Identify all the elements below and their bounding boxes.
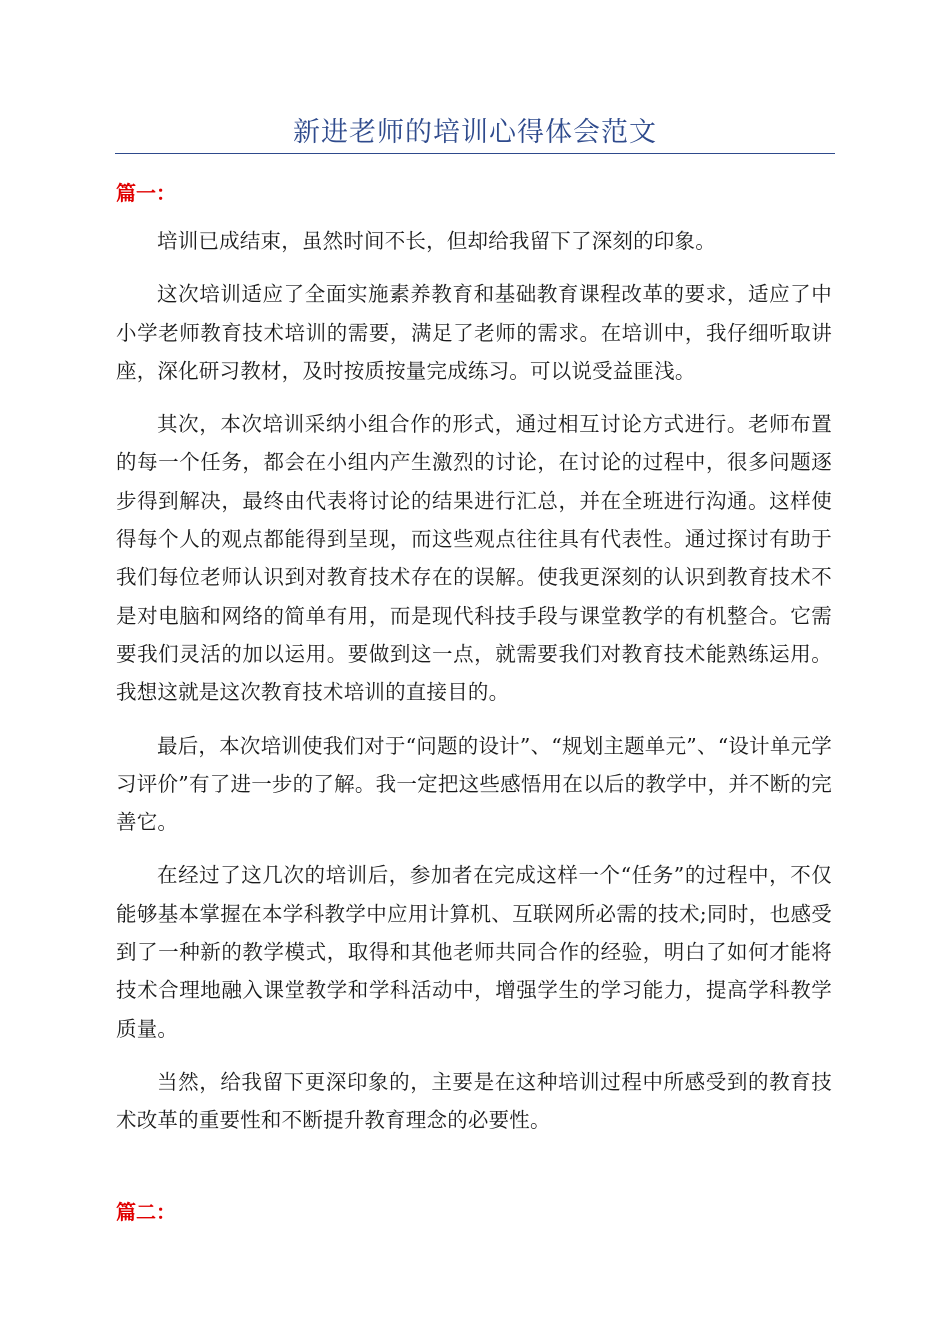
paragraph-5: 在经过了这几次的培训后，参加者在完成这样一个“任务”的过程中，不仅能够基本掌握在本学科教学中应用计算机、互联网所必需的技术;同时，也感受到了一种新的教学模式，取得和其他老师共同合作的经验，明白了如何才能将技术合理地融入课堂教学和学科活动中，增强学生的学习能力，提高学科教学质量。: [116, 863, 832, 1041]
section-heading-1: 篇一：: [116, 181, 176, 205]
section-heading-2: 篇二：: [116, 1200, 176, 1224]
section-body-1: [116, 222, 832, 1155]
title-underline: [115, 153, 835, 154]
paragraph-4: 最后，本次培训使我们对于“问题的设计”、“规划主题单元”、“设计单元学习评价”有了进一步的了解。我一定把这些感悟用在以后的教学中，并不断的完善它。: [116, 733, 832, 835]
document-title: 新进老师的培训心得体会范文: [293, 117, 657, 148]
paragraph-6: 当然，给我留下更深印象的，主要是在这种培训过程中所感受到的教育技术改革的重要性和不断提升教育理念的必要性。: [116, 1069, 832, 1133]
paragraph-3: 其次，本次培训采纳小组合作的形式，通过相互讨论方式进行。老师布置的每一个任务，都会在小组内产生激烈的讨论，在讨论的过程中，很多问题逐步得到解决，最终由代表将讨论的结果进行汇总，并在全班进行沟通。这样使得每个人的观点都能得到呈现，而这些观点往往具有代表性。通过探讨有助于我们每位老师认识到对教育技术存在的误解。使我更深刻的认识到教育技术不是对电脑和网络的简单有用，而是现代科技手段与课堂教学的有机整合。它需要我们灵活的加以运用。要做到这一点，就需要我们对教育技术能熟练运用。我想这就是这次教育技术培训的直接目的。: [116, 412, 832, 705]
paragraph-2: 这次培训适应了全面实施素养教育和基础教育课程改革的要求，适应了中小学老师教育技术培训的需要，满足了老师的需求。在培训中，我仔细听取讲座，深化研习教材，及时按质按量完成练习。可以说受益匪浅。: [116, 282, 832, 383]
paragraph-1: 培训已成结束，虽然时间不长，但却给我留下了深刻的印象。: [157, 229, 716, 253]
